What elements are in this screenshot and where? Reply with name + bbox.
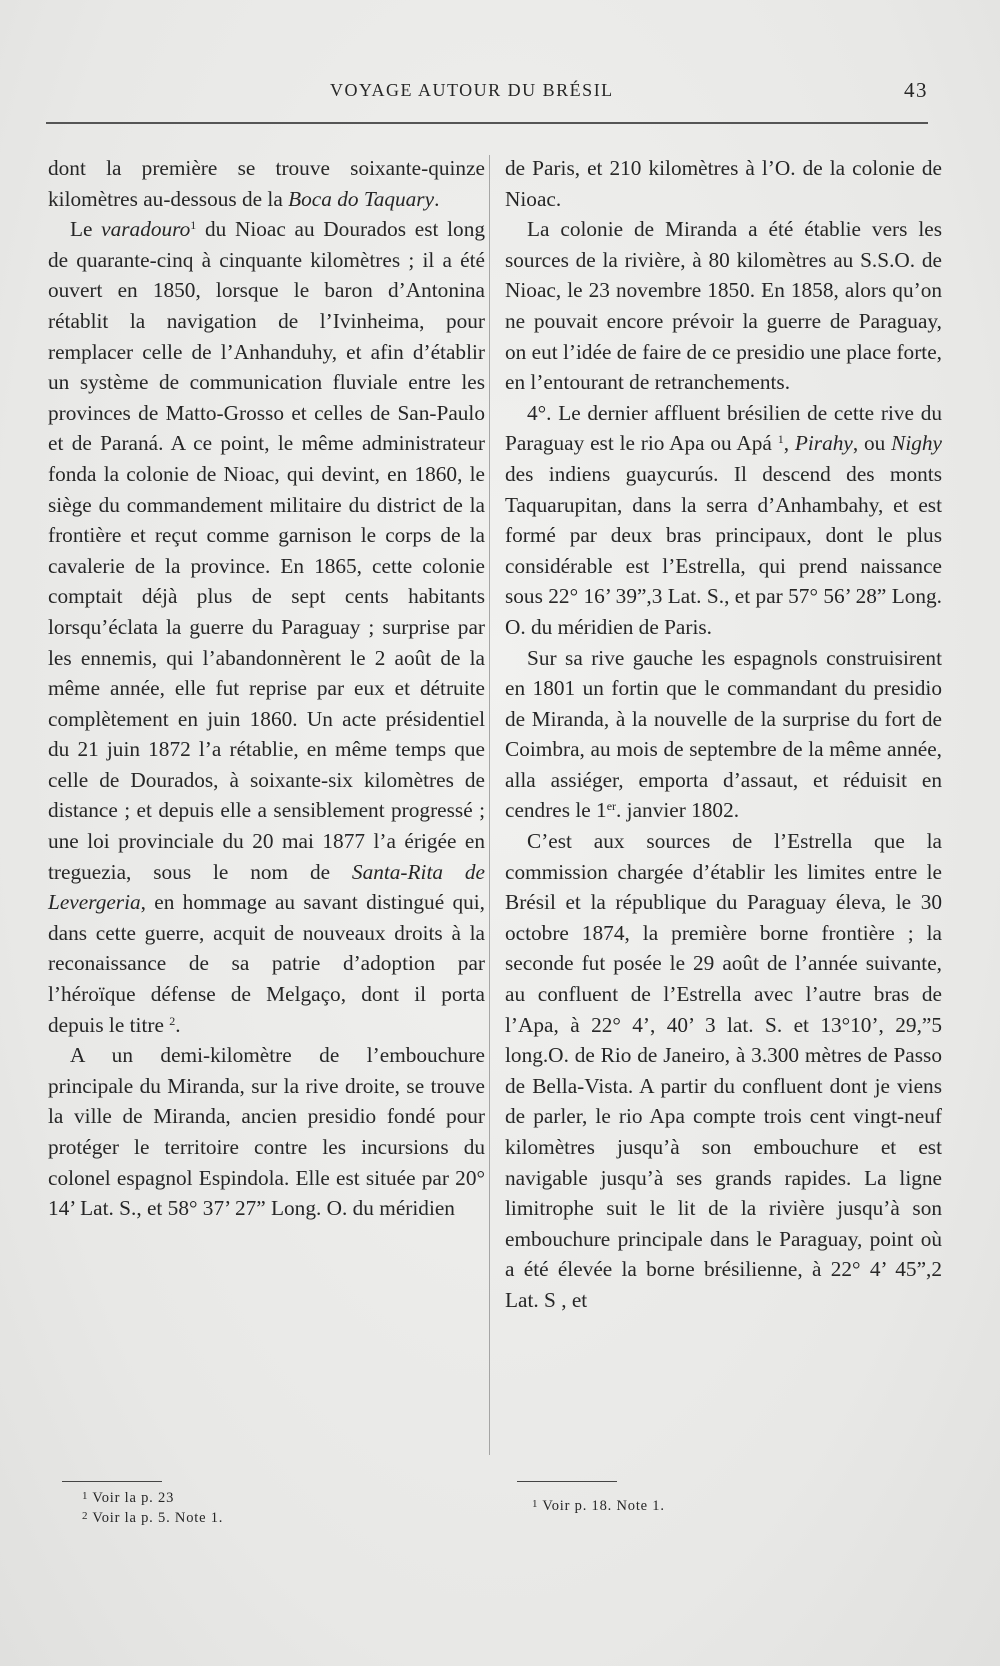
footnote-text: Voir p. 18. Note 1. [542, 1498, 665, 1514]
footnote-text: Voir la p. 23 [92, 1490, 175, 1506]
footnote-mark: 1 [82, 1490, 89, 1502]
footnote-reference: 2 [169, 1013, 176, 1028]
text-run: , [783, 431, 795, 456]
footnote-reference: er [606, 799, 617, 814]
footnote [532, 1495, 665, 1515]
text-run: de Paris, et 210 kilomètres à l’O. de la colonie de Nioac. [505, 156, 942, 211]
footnote-text: Voir la p. 5. Note 1. [92, 1510, 224, 1526]
text-run: dont la première se trouve soixante-quinze kilomètres au-dessous de la [48, 156, 485, 211]
paragraph [48, 214, 485, 1040]
footnote-reference: 1 [190, 218, 197, 233]
footnote-rule-left [62, 1481, 162, 1482]
footnote-mark: 2 [82, 1510, 89, 1522]
paragraph [505, 153, 942, 214]
text-run: A un demi-kilomètre de l’embouchure principale du Miranda, sur la rive droite, se trouve la ville de Miranda, ancien presidio fondé pour protéger le territoire contre les incursions du colonel espagnol Espindola. Elle est située par 20° 14’ Lat. S., et 58° 37’ 27” Long. O. du méridien [48, 1043, 485, 1221]
text-run: , en hommage au savant distingué qui, dans cette guerre, acquit de nouveaux droits à la reconaissance de sa patrie d’adoption par l’héroïque défense de Melgaço, dont il porta depuis le titre [48, 890, 485, 1037]
paragraph [505, 398, 942, 643]
footnote [82, 1507, 223, 1527]
paragraph [505, 214, 942, 398]
text-run: , ou [852, 431, 892, 456]
running-title: VOYAGE AUTOUR DU BRÉSIL [330, 80, 614, 100]
italic-text: Pirahy [794, 431, 853, 456]
paragraph [505, 643, 942, 827]
text-run: C’est aux sources de l’Estrella que la commission chargée d’établir les limites entre le Brésil et la république du Paraguay éleva, le 30 octobre 1874, la première borne frontière ; la seconde fut posée le 29 août de l’année suivante, au confluent de l’Estrella avec l’autre bras de l’Apa, à 22° 4’, 40’ 3 lat. S. et 13°10’, 29,”5 long.O. de Rio de Janeiro, à 3.300 mètres de Passo de Bella-Vista. A partir du confluent dont je viens de parler, le rio Apa compte trois cent vingt-neuf kilomètres jusqu’à son embouchure et est navigable jusqu’à ses grands rapides. La ligne limitrophe suit le lit de la rivière jusqu’à son embouchure principale dans le Paraguay, point où a été élevée la borne brésilienne, à 22° 4’ 45”,2 Lat. S , et [505, 829, 942, 1312]
right-column [505, 153, 942, 1316]
footnote [82, 1487, 223, 1507]
paragraph [505, 826, 942, 1316]
text-run: . [434, 186, 440, 211]
footnote-mark: 1 [532, 1498, 539, 1510]
text-run: du Nioac au Dourados est long de quarante-cinq à cinquante kilomètres ; il a été ouvert en 1850, lorsque le baron d’Antonina rétablit la navigation de l’Ivinheima, pour remplacer celle de l’Anhanduhy, et afin d’établir un système de communication fluviale entre les provinces de Matto-Grosso et celles de San-Paulo et de Paraná. A ce point, le même administrateur fonda la colonie de Nioac, qui devint, en 1860, le siège du commandement militaire du district de la frontière et reçut comme garnison le corps de la cavalerie de la province. En 1865, cette colonie comptait déjà plus de sept cents habitants lorsqu’éclata la guerre du Paraguay ; surprise par les ennemis, qui l’abandonnèrent le 2 août de la même année, elle fut reprise par eux et détruite complètement en juin 1860. Un acte présidentiel du 21 juin 1872 l’a rétablie, en même temps que celle de Dourados, à soixante-six kilomètres de distance ; et depuis elle a sensiblement progressé ; une loi provinciale du 20 mai 1877 l’a érigée en treguezia, sous le nom de [48, 217, 485, 884]
footnotes-right [532, 1495, 665, 1515]
text-run: . janvier 1802. [616, 798, 740, 823]
text-run: des indiens guaycurús. Il descend des monts Taquarupitan, dans la serra d’Anhambahy, et est formé par deux bras principaux, dont le plus considérable est l’Estrella, qui prend naissance sous 22° 16’ 39”,3 Lat. S., et par 57° 56’ 28” Long. O. du méridien de Paris. [505, 461, 942, 639]
paragraph [48, 153, 485, 214]
italic-text: Santa-Rita de Levergeria [48, 859, 485, 915]
text-run: La colonie de Miranda a été établie vers les sources de la rivière, à 80 kilomètres au S.S.O. de Nioac, le 23 novembre 1850. En 1858, alors qu’on ne pouvait encore prévoir la guerre de Paraguay, on eut l’idée de faire de ce presidio une place forte, en l’entourant de retranchements. [505, 217, 942, 395]
page-number: 43 [904, 78, 928, 102]
italic-text: Nighy [891, 431, 942, 456]
text-run: Le [70, 217, 102, 242]
footnotes-left [82, 1487, 223, 1527]
footnote-reference: 1 [777, 432, 784, 447]
text-run: 4°. Le dernier affluent brésilien de cette rive du Paraguay est le rio Apa ou Apá [505, 400, 942, 456]
header-rule [46, 122, 928, 124]
text-run: Sur sa rive gauche les espagnols construisirent en 1801 un fortin que le commandant du presidio de Miranda, à la nouvelle de la surprise du fort de Coimbra, au mois de septembre de la même année, alla assiéger, emporta d’assaut, et réduisit en cendres le 1 [505, 645, 942, 823]
column-separator [489, 155, 490, 1455]
footnote-rule-right [517, 1481, 617, 1482]
text-run: . [175, 1012, 181, 1037]
italic-text: Boca do Taquary [288, 186, 435, 211]
paragraph [48, 1040, 485, 1224]
left-column [48, 153, 485, 1224]
italic-text: varadouro [101, 217, 191, 242]
